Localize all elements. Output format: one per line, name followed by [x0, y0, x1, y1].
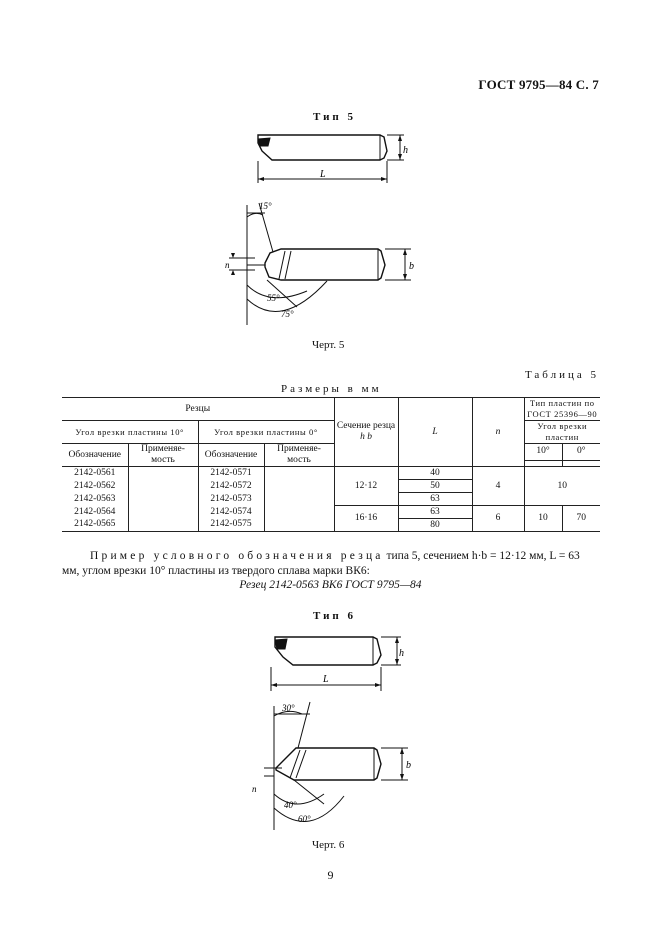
type6-title: Тип 6	[313, 610, 356, 622]
type6-dim-b: b	[406, 760, 411, 771]
example-designation: Резец 2142-0563 ВК6 ГОСТ 9795—84	[239, 579, 422, 591]
header-designation-10: Обозначение	[62, 444, 128, 467]
plate-group-2-10: 10	[524, 506, 562, 532]
type6-angle-60: 60°	[298, 814, 311, 824]
type5-angle-75: 75°	[281, 309, 294, 319]
header-section: Сечение резца h b	[334, 398, 398, 467]
type6-caption: Черт. 6	[312, 839, 345, 851]
type6-side-view	[255, 625, 425, 695]
section-group-2: 16·16	[334, 506, 398, 532]
header-plate-type: Тип пластин по ГОСТ 25396—90	[524, 398, 600, 421]
type5-dim-L: L	[320, 169, 326, 180]
header-plate-10: 10°	[524, 444, 562, 461]
plate-group-2-0: 70	[562, 506, 600, 532]
header-cutters: Резцы	[62, 398, 334, 421]
header-angle-0: Угол врезки пластины 0°	[198, 421, 334, 444]
type6-angle-40: 40°	[284, 800, 297, 810]
table-row: 2142-0562 2142-0572 50	[62, 480, 600, 493]
type5-side-view	[230, 125, 430, 195]
n-group-1: 4	[472, 467, 524, 506]
type5-caption: Черт. 5	[312, 339, 345, 351]
header-applicability-10: Применяе-мость	[128, 444, 198, 467]
type6-top-view	[240, 698, 430, 838]
header-n: n	[472, 398, 524, 467]
type5-top-view	[225, 195, 425, 335]
table-row: 2142-0565 2142-0575 80	[62, 519, 600, 532]
type6-dim-h: h	[399, 648, 404, 659]
table-subtitle: Размеры в мм	[281, 383, 382, 395]
header-applicability-0: Применяе-мость	[264, 444, 334, 467]
header-plate-angle: Угол врезки пластин	[524, 421, 600, 444]
type5-angle-55: 55°	[267, 293, 280, 303]
page-number: 9	[327, 868, 334, 882]
header-plate-0: 0°	[562, 444, 600, 461]
example-paragraph	[62, 549, 600, 579]
n-group-2: 6	[472, 506, 524, 532]
plate-group-1: 10	[524, 467, 600, 506]
table-row: 2142-0563 2142-0573 63	[62, 493, 600, 506]
example-lead: Пример условного обозначения резца	[90, 550, 384, 562]
type5-dim-b: b	[409, 261, 414, 272]
section-group-1: 12·12	[334, 467, 398, 506]
table-row: 2142-0564 2142-0574 16·16 63 6 10 70	[62, 506, 600, 519]
standard-header: ГОСТ 9795—84 С. 7	[478, 77, 599, 92]
type5-angle-15: 15°	[259, 201, 272, 211]
table-label: Таблица 5	[524, 369, 599, 381]
type6-dim-n: n	[252, 784, 257, 794]
type5-title: Тип 5	[313, 111, 356, 123]
dimensions-table	[62, 397, 600, 532]
header-designation-0: Обозначение	[198, 444, 264, 467]
header-angle-10: Угол врезки пластины 10°	[62, 421, 198, 444]
table-row: 2142-0561 2142-0571 12·12 40 4 10	[62, 467, 600, 480]
type6-angle-30: 30°	[282, 703, 295, 713]
example-text: типа 5, сечением h·b = 12·12 мм, L = 63 мм, углом врезки 10° пластины из твердого сплава марки ВК6:	[62, 550, 580, 577]
type5-dim-n: n	[225, 260, 230, 270]
header-L: L	[398, 398, 472, 467]
type5-dim-h: h	[403, 145, 408, 156]
type6-dim-L: L	[323, 674, 329, 685]
